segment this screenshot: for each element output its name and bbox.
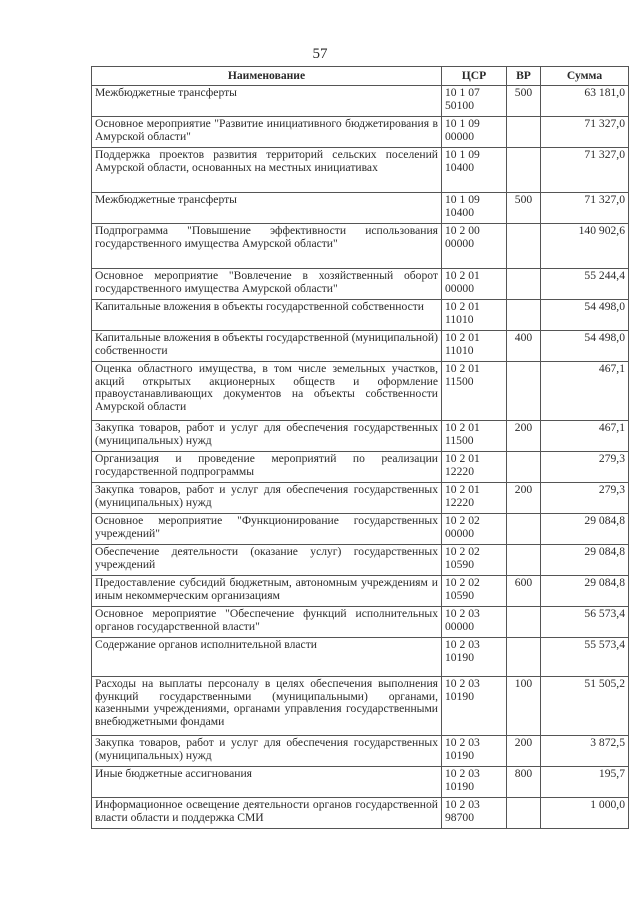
header-sum: Сумма bbox=[541, 67, 629, 86]
row-sum-cell: 279,3 bbox=[541, 483, 629, 514]
table-row bbox=[92, 421, 629, 452]
table-row bbox=[92, 576, 629, 607]
header-vr: ВР bbox=[507, 67, 541, 86]
row-name-cell: Капитальные вложения в объекты государственной собственности bbox=[92, 300, 442, 331]
table-body bbox=[92, 86, 629, 829]
row-csr-cell: 10 2 03 10190 bbox=[442, 767, 507, 798]
row-name-cell: Межбюджетные трансферты bbox=[92, 86, 442, 117]
row-csr-cell: 10 2 01 12220 bbox=[442, 452, 507, 483]
row-sum-cell: 29 084,8 bbox=[541, 514, 629, 545]
header-name: Наименование bbox=[92, 67, 442, 86]
row-name-cell: Подпрограмма "Повышение эффективности использования государственного имущества Амурской области" bbox=[92, 224, 442, 269]
row-csr-cell: 10 1 07 50100 bbox=[442, 86, 507, 117]
row-sum-cell: 54 498,0 bbox=[541, 331, 629, 362]
row-sum-cell: 55 573,4 bbox=[541, 638, 629, 677]
row-vr-cell bbox=[507, 607, 541, 638]
row-vr-cell bbox=[507, 148, 541, 193]
table-header-row bbox=[92, 67, 629, 86]
row-vr-cell bbox=[507, 269, 541, 300]
row-vr-cell bbox=[507, 224, 541, 269]
row-name-cell: Закупка товаров, работ и услуг для обеспечения государственных (муниципальных) нужд bbox=[92, 483, 442, 514]
row-csr-cell: 10 2 01 11500 bbox=[442, 421, 507, 452]
row-csr-cell: 10 2 02 10590 bbox=[442, 576, 507, 607]
row-sum-cell: 29 084,8 bbox=[541, 545, 629, 576]
row-csr-cell: 10 2 01 12220 bbox=[442, 483, 507, 514]
row-csr-cell: 10 1 09 10400 bbox=[442, 193, 507, 224]
row-csr-cell: 10 2 02 10590 bbox=[442, 545, 507, 576]
row-vr-cell: 100 bbox=[507, 677, 541, 736]
row-csr-cell: 10 2 01 00000 bbox=[442, 269, 507, 300]
row-csr-cell: 10 1 09 10400 bbox=[442, 148, 507, 193]
row-vr-cell bbox=[507, 545, 541, 576]
table-row bbox=[92, 193, 629, 224]
row-sum-cell: 140 902,6 bbox=[541, 224, 629, 269]
row-sum-cell: 51 505,2 bbox=[541, 677, 629, 736]
table-row bbox=[92, 607, 629, 638]
row-vr-cell bbox=[507, 300, 541, 331]
row-name-cell: Обеспечение деятельности (оказание услуг) государственных учреждений bbox=[92, 545, 442, 576]
row-vr-cell: 600 bbox=[507, 576, 541, 607]
table-row bbox=[92, 798, 629, 829]
row-sum-cell: 1 000,0 bbox=[541, 798, 629, 829]
row-vr-cell: 500 bbox=[507, 86, 541, 117]
row-vr-cell bbox=[507, 452, 541, 483]
row-name-cell: Закупка товаров, работ и услуг для обеспечения государственных (муниципальных) нужд bbox=[92, 421, 442, 452]
row-vr-cell bbox=[507, 362, 541, 421]
row-sum-cell: 467,1 bbox=[541, 362, 629, 421]
row-csr-cell: 10 2 03 10190 bbox=[442, 638, 507, 677]
row-vr-cell bbox=[507, 798, 541, 829]
row-sum-cell: 55 244,4 bbox=[541, 269, 629, 300]
row-name-cell: Капитальные вложения в объекты государственной (муниципальной) собственности bbox=[92, 331, 442, 362]
row-sum-cell: 195,7 bbox=[541, 767, 629, 798]
row-name-cell: Поддержка проектов развития территорий сельских поселений Амурской области, основанных на местных инициативах bbox=[92, 148, 442, 193]
row-name-cell: Предоставление субсидий бюджетным, автономным учреждениям и иным некоммерческим организациям bbox=[92, 576, 442, 607]
row-sum-cell: 71 327,0 bbox=[541, 148, 629, 193]
row-sum-cell: 63 181,0 bbox=[541, 86, 629, 117]
row-sum-cell: 56 573,4 bbox=[541, 607, 629, 638]
row-vr-cell: 400 bbox=[507, 331, 541, 362]
row-name-cell: Основное мероприятие "Развитие инициативного бюджетирования в Амурской области" bbox=[92, 117, 442, 148]
row-csr-cell: 10 2 01 11500 bbox=[442, 362, 507, 421]
row-csr-cell: 10 2 03 98700 bbox=[442, 798, 507, 829]
table-row bbox=[92, 638, 629, 677]
row-name-cell: Основное мероприятие "Обеспечение функций исполнительных органов государственной власти" bbox=[92, 607, 442, 638]
row-csr-cell: 10 2 03 10190 bbox=[442, 736, 507, 767]
table-row bbox=[92, 224, 629, 269]
header-csr: ЦСР bbox=[442, 67, 507, 86]
table-row bbox=[92, 86, 629, 117]
row-vr-cell: 500 bbox=[507, 193, 541, 224]
table-row bbox=[92, 300, 629, 331]
row-name-cell: Организация и проведение мероприятий по реализации государственной подпрограммы bbox=[92, 452, 442, 483]
budget-table bbox=[91, 66, 629, 829]
row-name-cell: Оценка областного имущества, в том числе земельных участков, акций открытых акционерных обществ и оформление правоустанавливающих документов на объекты собственности Амурской области bbox=[92, 362, 442, 421]
table-row bbox=[92, 148, 629, 193]
page-number: 57 bbox=[312, 46, 328, 62]
row-vr-cell: 200 bbox=[507, 483, 541, 514]
table-row bbox=[92, 545, 629, 576]
row-name-cell: Основное мероприятие "Вовлечение в хозяйственный оборот государственного имущества Амурской области" bbox=[92, 269, 442, 300]
row-name-cell: Содержание органов исполнительной власти bbox=[92, 638, 442, 677]
table-row bbox=[92, 452, 629, 483]
table-row bbox=[92, 483, 629, 514]
row-csr-cell: 10 2 01 11010 bbox=[442, 300, 507, 331]
row-sum-cell: 29 084,8 bbox=[541, 576, 629, 607]
row-name-cell: Иные бюджетные ассигнования bbox=[92, 767, 442, 798]
row-vr-cell: 200 bbox=[507, 421, 541, 452]
row-csr-cell: 10 1 09 00000 bbox=[442, 117, 507, 148]
row-sum-cell: 71 327,0 bbox=[541, 117, 629, 148]
table-row bbox=[92, 677, 629, 736]
row-csr-cell: 10 2 03 10190 bbox=[442, 677, 507, 736]
row-csr-cell: 10 2 01 11010 bbox=[442, 331, 507, 362]
table-row bbox=[92, 269, 629, 300]
row-name-cell: Межбюджетные трансферты bbox=[92, 193, 442, 224]
row-csr-cell: 10 2 03 00000 bbox=[442, 607, 507, 638]
table-row bbox=[92, 362, 629, 421]
row-sum-cell: 279,3 bbox=[541, 452, 629, 483]
row-csr-cell: 10 2 02 00000 bbox=[442, 514, 507, 545]
table-row bbox=[92, 767, 629, 798]
row-vr-cell: 800 bbox=[507, 767, 541, 798]
row-vr-cell: 200 bbox=[507, 736, 541, 767]
row-vr-cell bbox=[507, 638, 541, 677]
row-sum-cell: 71 327,0 bbox=[541, 193, 629, 224]
row-sum-cell: 54 498,0 bbox=[541, 300, 629, 331]
row-name-cell: Закупка товаров, работ и услуг для обеспечения государственных (муниципальных) нужд bbox=[92, 736, 442, 767]
row-name-cell: Основное мероприятие "Функционирование государственных учреждений" bbox=[92, 514, 442, 545]
table-row bbox=[92, 736, 629, 767]
row-name-cell: Расходы на выплаты персоналу в целях обеспечения выполнения функций государственными (муниципальными) органами, казенными учреждениями, органами управления государственными внебюджетными фондами bbox=[92, 677, 442, 736]
table-row bbox=[92, 331, 629, 362]
row-sum-cell: 3 872,5 bbox=[541, 736, 629, 767]
table-row bbox=[92, 117, 629, 148]
row-vr-cell bbox=[507, 514, 541, 545]
row-csr-cell: 10 2 00 00000 bbox=[442, 224, 507, 269]
row-vr-cell bbox=[507, 117, 541, 148]
row-sum-cell: 467,1 bbox=[541, 421, 629, 452]
table-row bbox=[92, 514, 629, 545]
row-name-cell: Информационное освещение деятельности органов государственной власти области и поддержка СМИ bbox=[92, 798, 442, 829]
